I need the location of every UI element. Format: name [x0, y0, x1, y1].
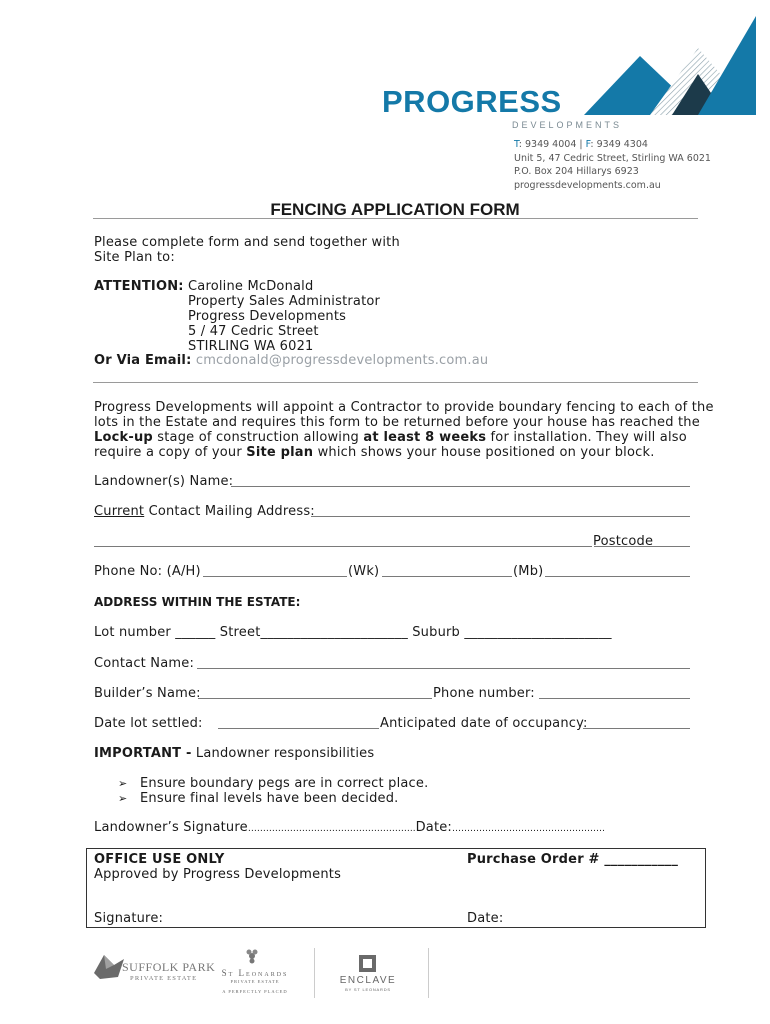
contact-website[interactable]: progressdevelopments.com.au	[514, 179, 661, 191]
attention-label: ATTENTION:	[94, 279, 184, 294]
enclave-square-icon	[359, 955, 376, 972]
builder-name-field[interactable]	[198, 698, 432, 699]
brand-subname: DEVELOPMENTS	[512, 120, 623, 130]
mailing-address-label: Current Contact Mailing Address:	[94, 504, 315, 519]
builder-phone-label: Phone number:	[433, 686, 535, 701]
contact-name-label: Contact Name:	[94, 656, 195, 671]
office-approved-text: Approved by Progress Developments	[94, 867, 342, 882]
builder-phone-field[interactable]	[539, 698, 690, 699]
st-leonards-logo: St Leonards PRIVATE ESTATE A PERFECTLY PLACED	[221, 968, 289, 994]
postcode-label: Postcode	[593, 534, 654, 549]
estate-address-heading: ADDRESS WITHIN THE ESTATE:	[94, 595, 301, 609]
arrow-bullet-icon: ➢	[118, 777, 128, 790]
grape-leaf-icon	[245, 946, 259, 966]
postcode-field[interactable]	[594, 546, 690, 547]
signature-row[interactable]: Landowner’s Signature………………………………………………..Date:……………………………………………	[94, 820, 606, 835]
attention-address: Caroline McDonald Property Sales Administrator Progress Developments 5 / 47 Cedric Street STIRLING WA 6021	[188, 279, 381, 354]
phone-ah-label: Phone No: (A/H)	[94, 564, 201, 579]
phone-wk-field[interactable]	[382, 576, 512, 577]
contact-address: Unit 5, 47 Cedric Street, Stirling WA 6021	[514, 152, 711, 164]
date-settled-label: Date lot settled:	[94, 716, 203, 731]
form-title: FENCING APPLICATION FORM	[270, 200, 520, 219]
phone-ah-field[interactable]	[203, 576, 347, 577]
landowner-name-field[interactable]	[231, 486, 690, 487]
list-item: ➢ Ensure boundary pegs are in correct place.	[118, 776, 429, 791]
mailing-address-line2-field[interactable]	[94, 546, 592, 547]
footer-separator	[428, 948, 429, 998]
contact-name-field[interactable]	[197, 668, 690, 669]
instructions-paragraph: Progress Developments will appoint a Contractor to provide boundary fencing to each of the lots in the Estate and requires this form to be returned before your house has reached the Lock-up stage of construction allowing at least 8 weeks for installation. They will also require a copy of your Site plan which shows your house positioned on your block.	[94, 400, 714, 460]
purchase-order-field[interactable]: Purchase Order # ___________	[467, 852, 679, 867]
builder-name-label: Builder’s Name:	[94, 686, 201, 701]
progress-mountain-logo	[580, 14, 758, 118]
section-divider	[93, 382, 698, 383]
date-settled-field[interactable]	[218, 728, 379, 729]
office-date-label: Date:	[467, 911, 504, 926]
suffolk-park-logo: SUFFOLK PARK PRIVATE ESTATE	[122, 960, 216, 982]
brand-name: PROGRESS	[382, 84, 562, 119]
landowner-name-label: Landowner(s) Name:	[94, 474, 234, 489]
mailing-address-field[interactable]	[311, 516, 690, 517]
lot-street-suburb-row[interactable]: Lot number ______ Street______________________ Suburb ______________________	[94, 625, 612, 640]
phone-wk-label: (Wk)	[348, 564, 380, 579]
important-heading: IMPORTANT - Landowner responsibilities	[94, 746, 375, 761]
intro-text: Please complete form and send together with Site Plan to:	[94, 235, 400, 265]
office-signature-label: Signature:	[94, 911, 164, 926]
suffolk-park-icon	[92, 951, 126, 981]
email-row: Or Via Email: cmcdonald@progressdevelopments.com.au	[94, 353, 489, 368]
contact-phones: T: 9349 4004 | F: 9349 4304	[514, 139, 648, 150]
arrow-bullet-icon: ➢	[118, 792, 128, 805]
phone-mb-field[interactable]	[545, 576, 690, 577]
office-use-heading: OFFICE USE ONLY	[94, 852, 225, 867]
responsibility-list	[118, 776, 428, 806]
list-item: ➢ Ensure final levels have been decided.	[118, 791, 399, 806]
contact-block	[514, 138, 711, 192]
title-divider	[93, 218, 698, 219]
phone-mb-label: (Mb)	[513, 564, 544, 579]
enclave-logo: ENCLAVE BY ST LEONARDS	[339, 975, 397, 992]
email-link[interactable]: cmcdonald@progressdevelopments.com.au	[195, 353, 489, 368]
occupancy-label: Anticipated date of occupancy:	[380, 716, 588, 731]
occupancy-field[interactable]	[583, 728, 690, 729]
contact-po-box: P.O. Box 204 Hillarys 6923	[514, 166, 639, 177]
footer-separator	[314, 948, 315, 998]
